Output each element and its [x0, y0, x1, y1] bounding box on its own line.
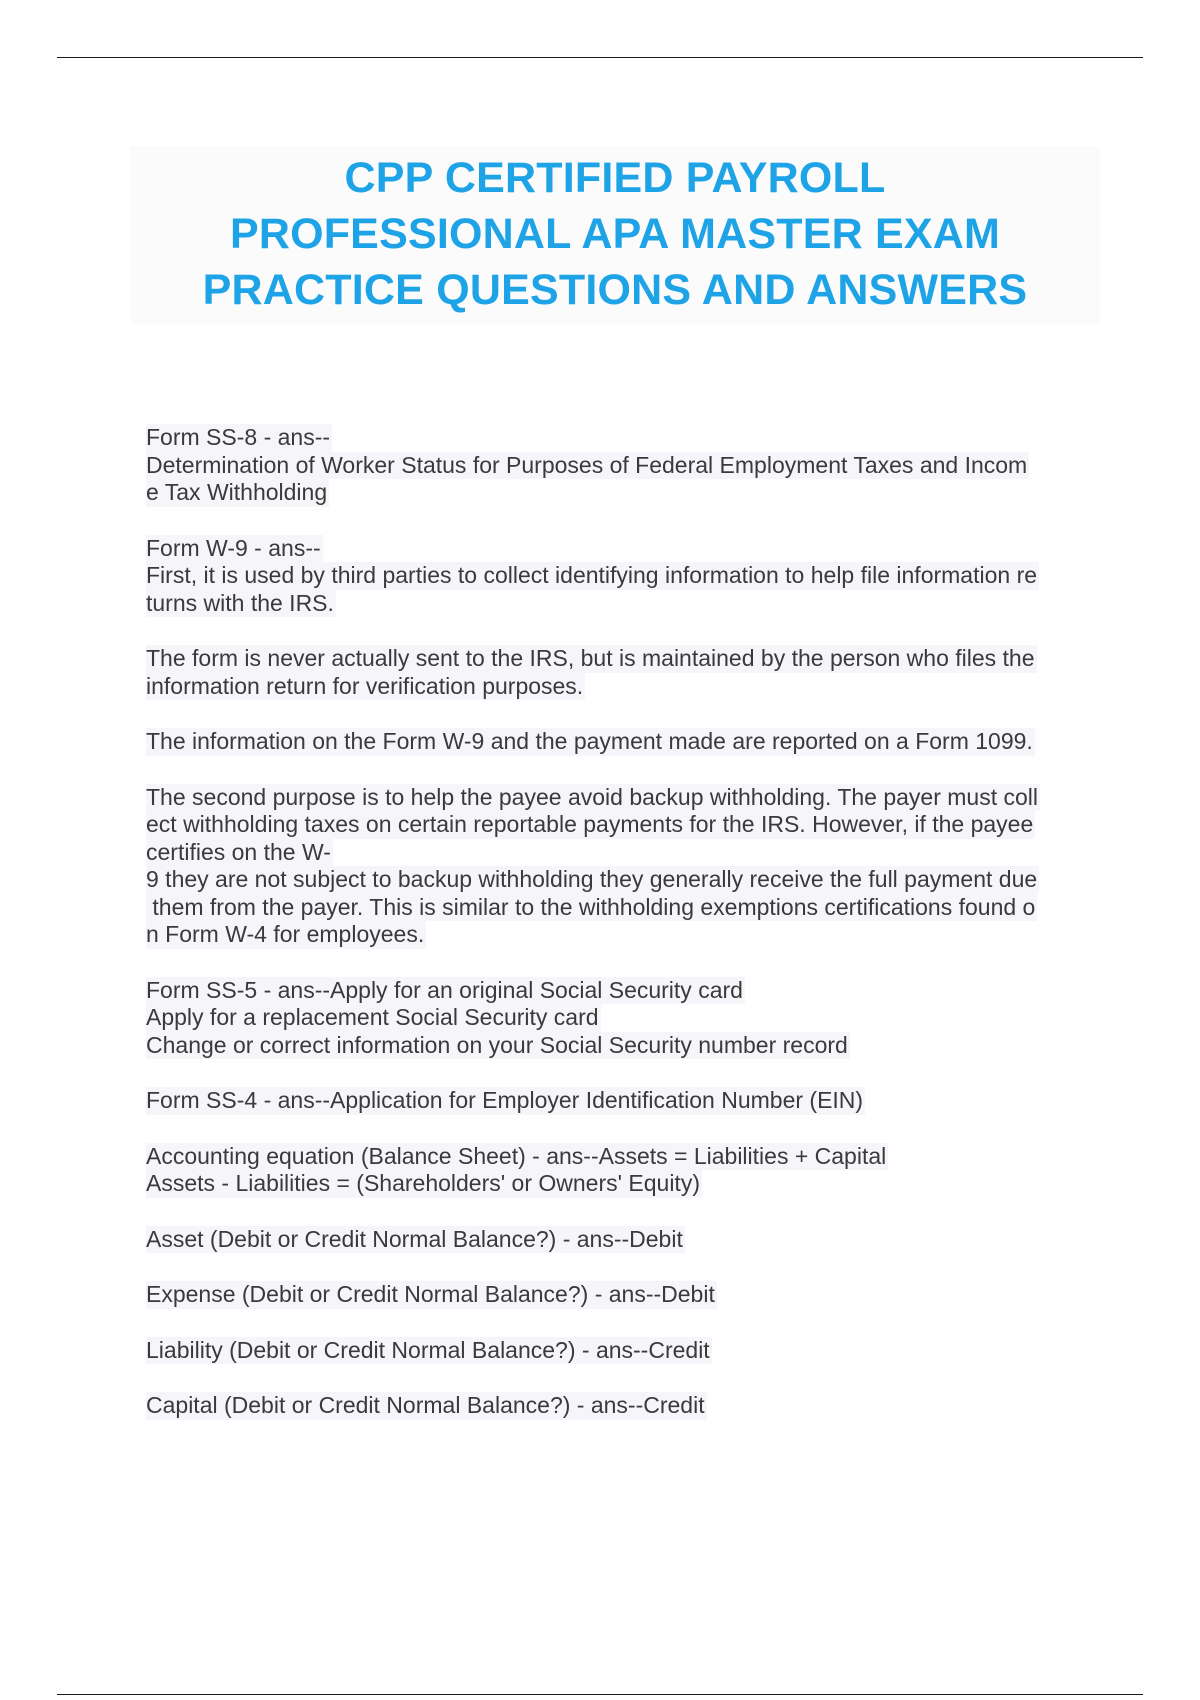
title-line-3: PRACTICE QUESTIONS AND ANSWERS: [202, 266, 1028, 314]
qa-content: [146, 424, 1090, 1448]
qa-line: First, it is used by third parties to collect identifying information to help file information re: [146, 562, 1038, 588]
qa-line: Form SS-5 - ans--Apply for an original Social Security card: [146, 976, 743, 1003]
qa-line: Determination of Worker Status for Purposes of Federal Employment Taxes and Incom: [146, 451, 1028, 478]
qa-entry-expense-balance: [146, 1281, 1090, 1309]
qa-line: Form SS-8 - ans--: [146, 424, 331, 450]
qa-entry-w9-verification: [146, 645, 1090, 700]
document-title: [130, 146, 1100, 324]
qa-entry-capital-balance: [146, 1392, 1090, 1420]
qa-line: 9 they are not subject to backup withholding they generally receive the full payment due: [146, 866, 1038, 892]
qa-line: The information on the Form W-9 and the payment made are reported on a Form 1099.: [146, 728, 1033, 754]
qa-line: turns with the IRS.: [146, 589, 334, 616]
qa-line: Form W-9 - ans--: [146, 534, 321, 561]
qa-line: them from the payer. This is similar to the withholding exemptions certifications found o: [146, 893, 1036, 920]
qa-line: information return for verification purposes.: [146, 672, 584, 699]
qa-entry-asset-balance: [146, 1226, 1090, 1254]
qa-entry-form-w9: [146, 535, 1090, 618]
qa-entry-form-ss8: [146, 424, 1090, 507]
qa-line: The second purpose is to help the payee avoid backup withholding. The payer must coll: [146, 783, 1039, 810]
qa-line: Assets - Liabilities = (Shareholders' or Owners' Equity): [146, 1170, 700, 1196]
qa-line: Apply for a replacement Social Security card: [146, 1004, 599, 1030]
qa-line: Accounting equation (Balance Sheet) - ans--Assets = Liabilities + Capital: [146, 1142, 887, 1169]
qa-line: Form SS-4 - ans--Application for Employer Identification Number (EIN): [146, 1087, 864, 1113]
title-line-2: PROFESSIONAL APA MASTER EXAM: [229, 210, 1001, 258]
qa-line: n Form W-4 for employees.: [146, 921, 425, 947]
qa-line: e Tax Withholding: [146, 479, 328, 505]
top-divider: [57, 57, 1143, 58]
qa-entry-accounting-equation: [146, 1143, 1090, 1198]
qa-entry-form-ss4: [146, 1087, 1090, 1115]
qa-line: Change or correct information on your Social Security number record: [146, 1031, 848, 1058]
qa-entry-liability-balance: [146, 1337, 1090, 1365]
qa-line: The form is never actually sent to the IRS, but is maintained by the person who files the: [146, 645, 1035, 671]
qa-line: ect withholding taxes on certain reportable payments for the IRS. However, if the payee: [146, 811, 1034, 837]
qa-line: certifies on the W-: [146, 838, 331, 865]
qa-line: Asset (Debit or Credit Normal Balance?) - ans--Debit: [146, 1225, 683, 1252]
bottom-divider: [57, 1694, 1143, 1695]
title-line-1: CPP CERTIFIED PAYROLL: [344, 154, 886, 202]
qa-entry-w9-1099: [146, 728, 1090, 756]
qa-entry-w9-backup-withholding: [146, 784, 1090, 949]
qa-line: Expense (Debit or Credit Normal Balance?) - ans--Debit: [146, 1281, 715, 1307]
qa-line: Capital (Debit or Credit Normal Balance?) - ans--Credit: [146, 1392, 705, 1418]
qa-line: Liability (Debit or Credit Normal Balance?) - ans--Credit: [146, 1336, 710, 1363]
qa-entry-form-ss5: [146, 977, 1090, 1060]
